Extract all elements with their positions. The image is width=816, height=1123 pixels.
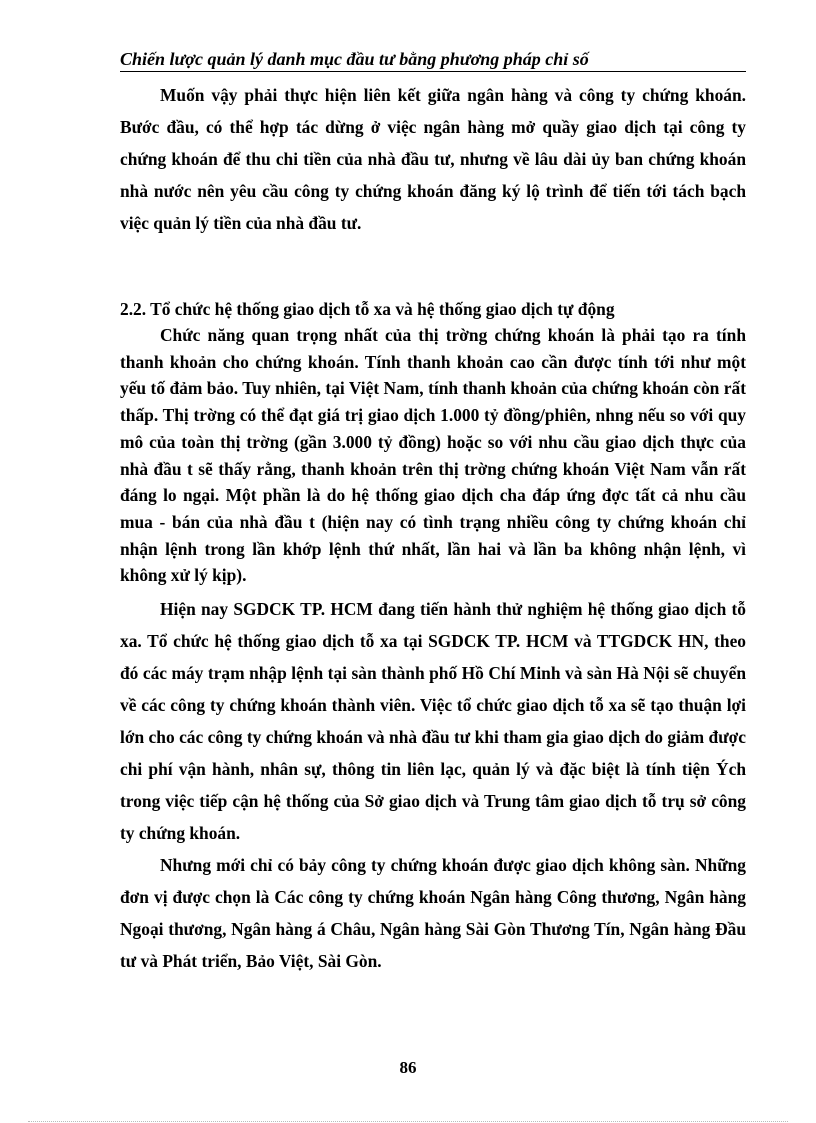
page-bottom-divider [28,1121,788,1122]
paragraph-liquidity: Chức năng quan trọng nhất của thị trờng chứng khoán là phải tạo ra tính thanh khoản cho chứng khoán. Tính thanh khoản cao cần được tính tới như một yếu tố đảm bảo. Tuy nhiên, tại Việt Nam, tính thanh khoản của chứng khoán còn rất thấp. Thị trờng có thể đạt giá trị giao dịch 1.000 tỷ đồng/phiên, nhng nếu so với quy mô của toàn thị trờng (gần 3.000 tỷ đồng) hoặc so với nhu cầu giao dịch thực của nhà đầu t sẽ thấy rằng, thanh khoản trên thị trờng chứng khoán Việt Nam vẫn rất đáng lo ngại. Một phần là do hệ thống giao dịch cha đáp ứng đợc tất cả nhu cầu mua - bán của nhà đầu t (hiện nay có tình trạng nhiều công ty chứng khoán chỉ nhận lệnh trong lần khớp lệnh thứ nhất, lần hai và lần ba không nhận lệnh, vì không xử lý kịp). [120,325,746,586]
running-header: Chiến lược quản lý danh mục đầu tư bằng phương pháp chỉ số [120,48,746,72]
document-page [120,48,746,977]
paragraph-remote-trading: Hiện nay SGDCK TP. HCM đang tiến hành thử nghiệm hệ thống giao dịch tỗ xa. Tổ chức hệ thống giao dịch tỗ xa tại SGDCK TP. HCM và TTGDCK HN, theo đó các máy trạm nhập lệnh tại sàn thành phố Hồ Chí Minh và sàn Hà Nội sẽ chuyển về các công ty chứng khoán thành viên. Việc tổ chức giao dịch tỗ xa sẽ tạo thuận lợi lớn cho các công ty chứng khoán và nhà đầu tư khi tham gia giao dịch do giảm được chi phí vận hành, nhân sự, thông tin liên lạc, quản lý và đặc biệt là tính tiện Ých trong việc tiếp cận hệ thống của Sở giao dịch và Trung tâm giao dịch tỗ trụ sở công ty chứng khoán. [120,599,746,844]
section-heading-2-2: 2.2. Tổ chức hệ thống giao dịch tỗ xa và hệ thống giao dịch tự động [120,299,615,319]
paragraph-bank-securities-link: Muốn vậy phải thực hiện liên kết giữa ngân hàng và công ty chứng khoán. Bước đầu, có thể hợp tác dừng ở việc ngân hàng mở quầy giao dịch tại công ty chứng khoán để thu chi tiền của nhà đầu tư, nhưng về lâu dài ủy ban chứng khoán nhà nước nên yêu cầu công ty chứng khoán đăng ký lộ trình để tiến tới tách bạch việc quản lý tiền của nhà đầu tư. [120,85,746,233]
paragraph-seven-companies: Nhưng mới chỉ có bảy công ty chứng khoán được giao dịch không sàn. Những đơn vị được chọn là Các công ty chứng khoán Ngân hàng Công thương, Ngân hàng Ngoại thương, Ngân hàng á Châu, Ngân hàng Sài Gòn Thương Tín, Ngân hàng Đầu tư và Phát triển, Bảo Việt, Sài Gòn. [120,855,746,972]
page-number: 86 [399,1058,417,1077]
